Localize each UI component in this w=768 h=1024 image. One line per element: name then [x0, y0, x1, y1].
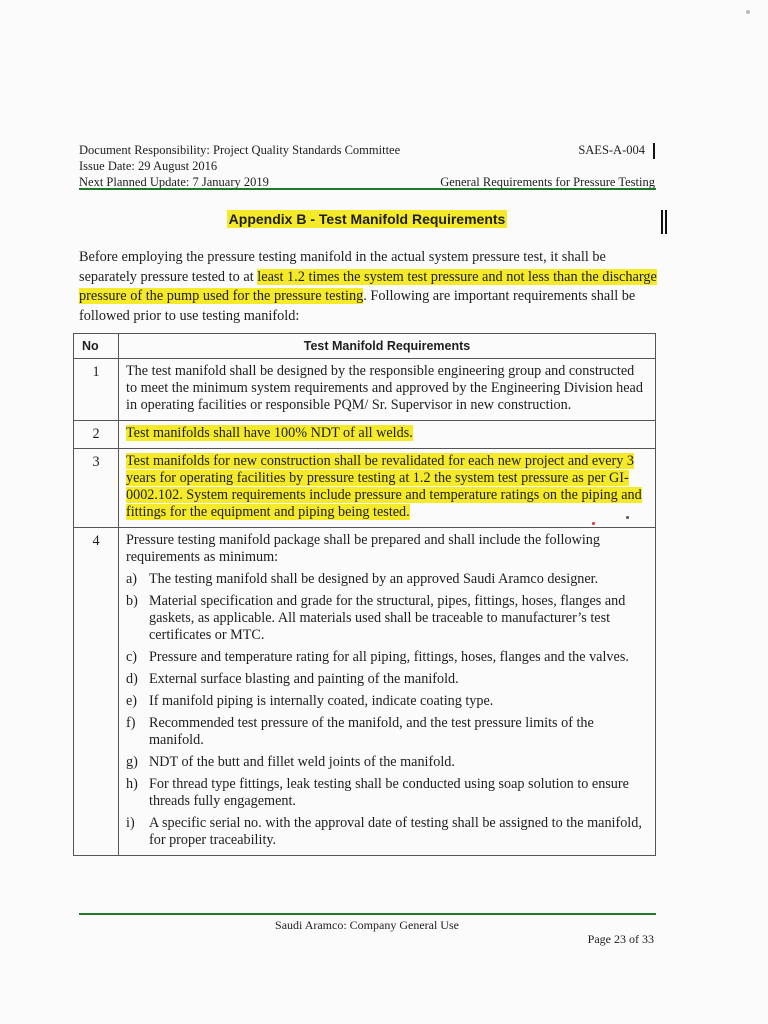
row-text-cell: [119, 528, 656, 856]
row-number: 4: [74, 528, 119, 856]
row-text-cell: [119, 449, 656, 528]
list-item: [126, 593, 647, 644]
list-item-label: a): [126, 571, 138, 587]
doc-id: SAES-A-004: [578, 143, 645, 158]
intro-text-1: Before employing the pressure testing manifold in the actual system pressure test, it shall be separately pressure tested to at: [79, 249, 606, 285]
ink-speck: [592, 522, 595, 525]
doc-title: General Requirements for Pressure Testing: [440, 174, 655, 189]
list-item-label: c): [126, 649, 138, 665]
row-text: The test manifold shall be designed by the responsible engineering group and constructed to meet the minimum system requirements and approved by the Engineering Division head in operating facilities or responsible PQM/ Sr. Supervisor in new construction.: [119, 359, 656, 421]
appendix-title: Appendix B - Test Manifold Requirements: [228, 211, 506, 227]
list-item-label: g): [126, 754, 138, 770]
list-item: [126, 776, 647, 810]
list-item-text: External surface blasting and painting of the manifold.: [149, 671, 459, 687]
row-number: 2: [74, 421, 119, 449]
list-item-text: NDT of the butt and fillet weld joints of the manifold.: [149, 754, 455, 770]
list-item-label: e): [126, 693, 138, 709]
list-item-label: f): [126, 715, 136, 731]
table-row: [74, 449, 656, 528]
intro-paragraph: [79, 248, 657, 326]
list-item: [126, 671, 647, 688]
list-item-text: Recommended test pressure of the manifold, and the test pressure limits of the manifold.: [149, 715, 594, 748]
header-rule: [79, 188, 656, 190]
list-item: [126, 715, 647, 749]
list-item: [126, 815, 647, 849]
table-header-row: [74, 334, 656, 359]
footer-classification: Saudi Aramco: Company General Use: [275, 918, 459, 932]
revision-bars: [661, 210, 667, 234]
list-item: [126, 571, 647, 588]
requirements-table: [73, 333, 656, 856]
intro-text-2: . Following are important requirements shall be followed prior to use testing manifold:: [79, 288, 636, 324]
scan-speck: [746, 10, 750, 14]
list-item-text: A specific serial no. with the approval date of testing shall be assigned to the manifold, for proper traceability.: [149, 815, 642, 848]
row-text: Pressure testing manifold package shall be prepared and shall include the following requirements as minimum:: [126, 532, 600, 565]
doc-responsibility: Document Responsibility: Project Quality Standards Committee: [79, 143, 401, 157]
list-item-label: b): [126, 593, 138, 609]
list-item-label: i): [126, 815, 135, 831]
footer-rule: [79, 913, 656, 915]
table-row: [74, 421, 656, 449]
page-number: Page 23 of 33: [587, 932, 654, 946]
row-number: 1: [74, 359, 119, 421]
list-item-text: If manifold piping is internally coated, indicate coating type.: [149, 693, 494, 709]
list-item: [126, 693, 647, 710]
intro-highlight: least 1.2 times the system test pressure and not less than the discharge pressure of the pump used for the pressure testing: [79, 268, 657, 304]
issue-date: Issue Date: 29 August 2016: [79, 159, 218, 173]
row-text: Test manifolds for new construction shall be revalidated for each new project and every 3 years for operating facilities by pressure testing at 1.2 the system test pressure as per GI-0002.102. System requirements include pressure and temperature ratings on the piping and fittings for the equipment and piping being tested.: [126, 453, 642, 520]
revision-bar: [653, 143, 655, 159]
ink-speck: [626, 516, 629, 519]
table-row: [74, 528, 656, 856]
row-number: 3: [74, 449, 119, 528]
row-text-cell: [119, 421, 656, 449]
list-item: [126, 754, 647, 771]
list-item-text: For thread type fittings, leak testing shall be conducted using soap solution to ensure threads fully engagement.: [149, 776, 629, 809]
list-item: [126, 649, 647, 666]
page-header: [79, 143, 655, 190]
col-req-header: Test Manifold Requirements: [119, 334, 656, 359]
next-update: Next Planned Update: 7 January 2019: [79, 174, 269, 189]
list-item-text: The testing manifold shall be designed by an approved Saudi Aramco designer.: [149, 571, 599, 587]
row-text: Test manifolds shall have 100% NDT of all welds.: [126, 425, 413, 441]
list-item-text: Pressure and temperature rating for all piping, fittings, hoses, flanges and the valves.: [149, 649, 629, 665]
list-item-label: d): [126, 671, 138, 687]
col-no-header: No: [74, 334, 119, 359]
list-item-label: h): [126, 776, 138, 792]
appendix-heading: [79, 211, 655, 229]
table-row: [74, 359, 656, 421]
list-item-text: Material specification and grade for the structural, pipes, fittings, hoses, flanges and gaskets, as applicable. All materials used shall be traceable to manufacturer’s test certificates or MTC.: [149, 593, 626, 643]
